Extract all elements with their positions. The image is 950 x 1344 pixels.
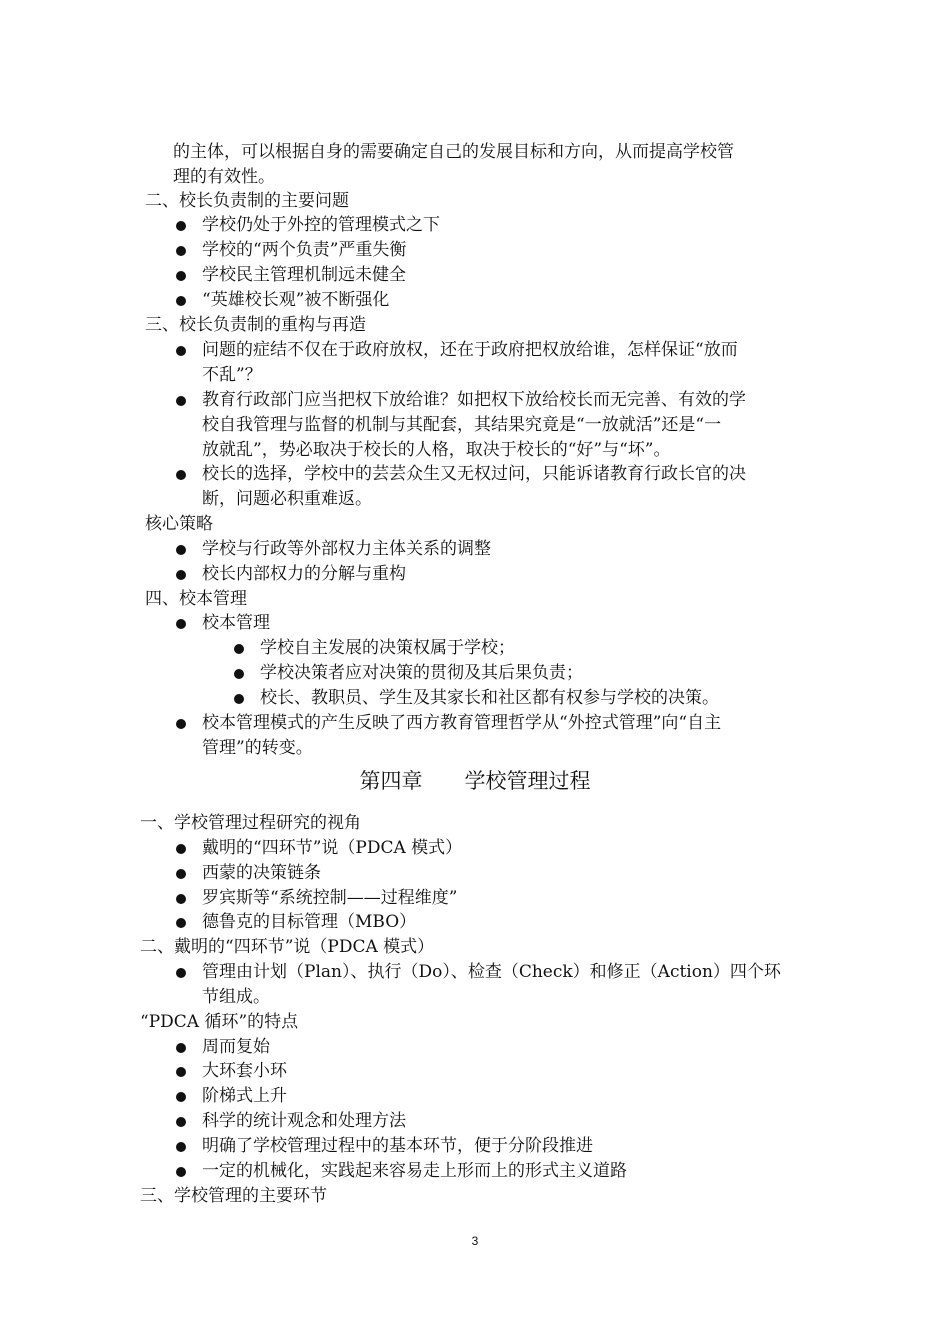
- list-item: 大环套小环: [202, 1061, 287, 1081]
- list-item: 阶梯式上升: [202, 1086, 287, 1106]
- list-item: 学校仍处于外控的管理模式之下: [202, 215, 440, 235]
- list-item: 学校民主管理机制远未健全: [202, 265, 406, 285]
- list-item: 学校决策者应对决策的贯彻及其后果负责；: [260, 663, 583, 683]
- bullet-icon: [176, 619, 186, 629]
- text-line: 理的有效性。: [173, 167, 275, 187]
- text-line: 校自我管理与监督的机制与其配套，其结果究竟是“一放就活”还是“一: [202, 415, 722, 435]
- bullet-icon: [234, 694, 244, 704]
- list-item: 明确了学校管理过程中的基本环节，便于分阶段推进: [202, 1136, 593, 1156]
- list-item: 校本管理: [202, 613, 270, 633]
- text-line: “PDCA 循环”的特点: [140, 1012, 299, 1032]
- bullet-icon: [176, 570, 186, 580]
- list-item: 学校的“两个负责”严重失衡: [202, 240, 407, 260]
- list-item: 校长的选择，学校中的芸芸众生又无权过问，只能诉诸教育行政长官的决: [202, 464, 746, 484]
- bullet-icon: [234, 669, 244, 679]
- text-line: 管理”的转变。: [202, 738, 313, 758]
- list-item: “英雄校长观”被不断强化: [202, 290, 390, 310]
- text-line: 二、戴明的“四环节”说（PDCA 模式）: [140, 937, 435, 957]
- bullet-icon: [176, 296, 186, 306]
- list-item: 周而复始: [202, 1037, 270, 1057]
- list-item: 一定的机械化，实践起来容易走上形而上的形式主义道路: [202, 1161, 627, 1181]
- bullet-icon: [176, 545, 186, 555]
- bullet-icon: [176, 396, 186, 406]
- text-line: 断，问题必积重难返。: [202, 489, 372, 509]
- bullet-icon: [176, 918, 186, 928]
- text-line: 一、学校管理过程研究的视角: [140, 813, 361, 833]
- text-line: 的主体，可以根据自身的需要确定自己的发展目标和方向，从而提高学校管: [173, 142, 734, 162]
- bullet-icon: [176, 271, 186, 281]
- bullet-icon: [176, 1092, 186, 1102]
- list-item: 校长内部权力的分解与重构: [202, 564, 406, 584]
- list-item: 德鲁克的目标管理（MBO）: [202, 912, 417, 932]
- list-item: 科学的统计观念和处理方法: [202, 1111, 406, 1131]
- bullet-icon: [176, 1142, 186, 1152]
- text-line: 三、学校管理的主要环节: [140, 1186, 327, 1206]
- list-item: 问题的症结不仅在于政府放权，还在于政府把权放给谁，怎样保证“放而: [202, 340, 738, 360]
- bullet-icon: [176, 844, 186, 854]
- chapter-heading: 第四章 学校管理过程: [359, 769, 591, 793]
- bullet-icon: [176, 894, 186, 904]
- bullet-icon: [234, 644, 244, 654]
- page-number: 3: [471, 1234, 479, 1248]
- list-item: 学校自主发展的决策权属于学校；: [260, 638, 515, 658]
- bullet-icon: [176, 346, 186, 356]
- list-item: 校本管理模式的产生反映了西方教育管理哲学从“外控式管理”向“自主: [202, 713, 722, 733]
- bullet-icon: [176, 246, 186, 256]
- bullet-icon: [176, 1067, 186, 1077]
- text-line: 三、校长负责制的重构与再造: [145, 315, 366, 335]
- text-line: 放就乱”，势必取决于校长的人格，取决于校长的“好”与“坏”。: [202, 440, 671, 460]
- text-line: 节组成。: [202, 987, 270, 1007]
- bullet-icon: [176, 1167, 186, 1177]
- text-line: 二、校长负责制的主要问题: [145, 191, 349, 211]
- list-item: 戴明的“四环节”说（PDCA 模式）: [202, 838, 463, 858]
- bullet-icon: [176, 869, 186, 879]
- list-item: 学校与行政等外部权力主体关系的调整: [202, 539, 491, 559]
- text-line: 四、校本管理: [145, 589, 247, 609]
- bullet-icon: [176, 1117, 186, 1127]
- list-item: 罗宾斯等“系统控制——过程维度”: [202, 888, 458, 908]
- list-item: 管理由计划（Plan）、执行（Do）、检查（Check）和修正（Action）四个环: [202, 962, 781, 982]
- bullet-icon: [176, 470, 186, 480]
- bullet-icon: [176, 1043, 186, 1053]
- text-line: 核心策略: [145, 514, 213, 534]
- list-item: 教育行政部门应当把权下放给谁？如把权下放给校长而无完善、有效的学: [202, 390, 746, 410]
- bullet-icon: [176, 719, 186, 729]
- list-item: 校长、教职员、学生及其家长和社区都有权参与学校的决策。: [260, 688, 719, 708]
- list-item: 西蒙的决策链条: [202, 863, 321, 883]
- text-line: 不乱”？: [202, 365, 262, 385]
- bullet-icon: [176, 968, 186, 978]
- bullet-icon: [176, 221, 186, 231]
